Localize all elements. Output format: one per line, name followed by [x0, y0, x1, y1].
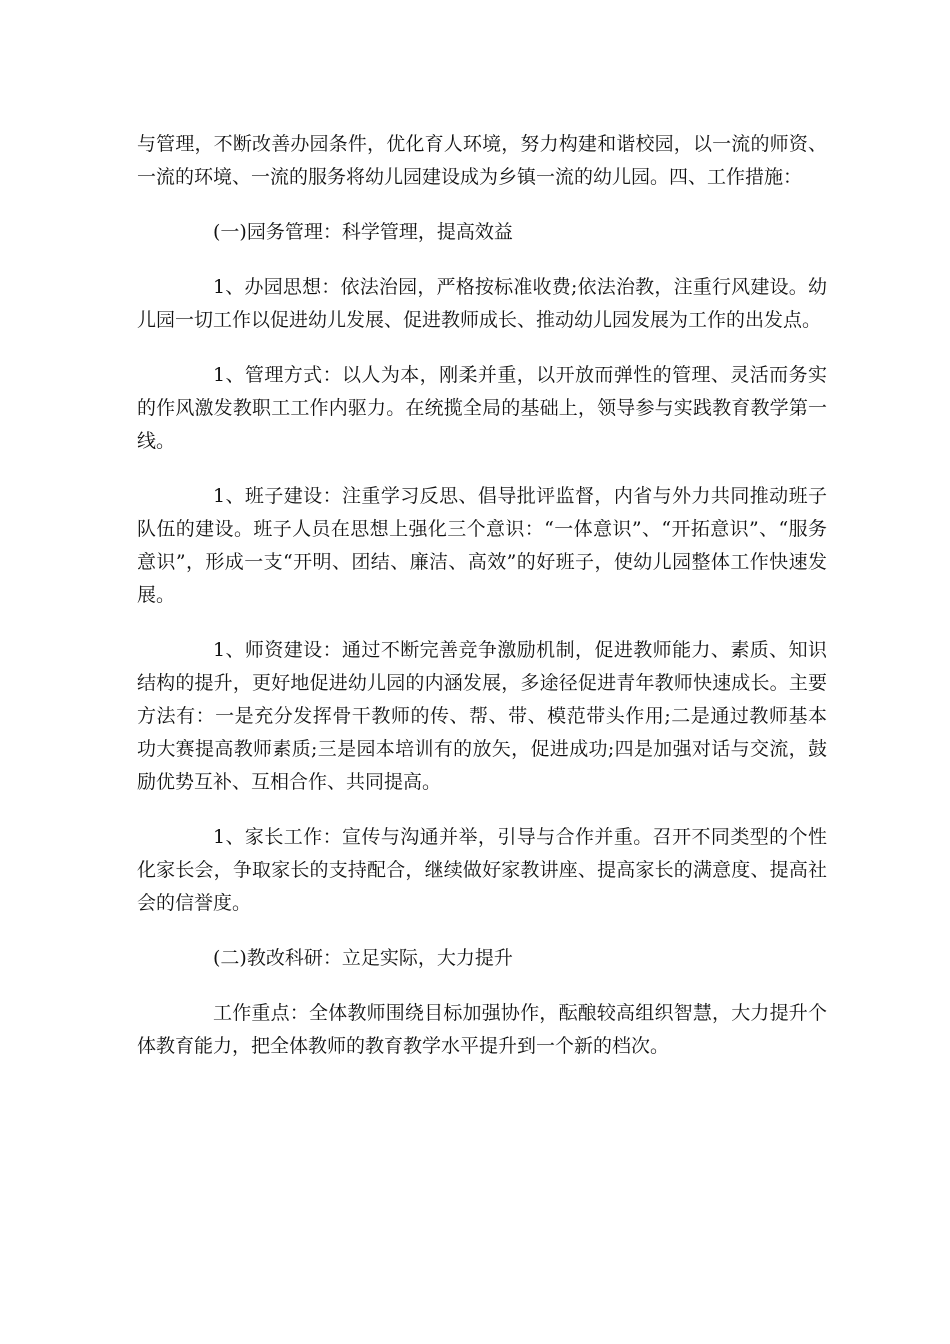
section-heading-garden-management: (一)园务管理：科学管理，提高效益 — [213, 221, 513, 243]
paragraph-management-style: 1、管理方式：以人为本，刚柔并重，以开放而弹性的管理、灵活而务实的作风激发教职工工作内驱力。在统揽全局的基础上，领导参与实践教育教学第一线。 — [137, 364, 827, 452]
paragraph-school-philosophy: 1、办园思想：依法治园，严格按标准收费;依法治教，注重行风建设。幼儿园一切工作以促进幼儿发展、促进教师成长、推动幼儿园发展为工作的出发点。 — [137, 276, 827, 331]
paragraph-parent-work: 1、家长工作：宣传与沟通并举，引导与合作并重。召开不同类型的个性化家长会，争取家长的支持配合，继续做好家教讲座、提高家长的满意度、提高社会的信誉度。 — [137, 826, 827, 914]
paragraph-leadership-building: 1、班子建设：注重学习反思、倡导批评监督，内省与外力共同推动班子队伍的建设。班子人员在思想上强化三个意识：“一体意识”、“开拓意识”、“服务意识”，形成一支“开明、团结、廉洁、高效”的好班子，使幼儿园整体工作快速发展。 — [137, 485, 827, 606]
paragraph-work-focus: 工作重点：全体教师围绕目标加强协作，酝酿较高组织智慧，大力提升个体教育能力，把全体教师的教育教学水平提升到一个新的档次。 — [137, 1002, 827, 1057]
paragraph-intro: 与管理，不断改善办园条件，优化育人环境，努力构建和谐校园，以一流的师资、一流的环境、一流的服务将幼儿园建设成为乡镇一流的幼儿园。四、工作措施： — [137, 133, 827, 188]
document-body — [137, 128, 827, 1085]
section-heading-teaching-research: (二)教改科研：立足实际，大力提升 — [213, 947, 513, 969]
paragraph-teacher-development: 1、师资建设：通过不断完善竞争激励机制，促进教师能力、素质、知识结构的提升，更好地促进幼儿园的内涵发展，多途径促进青年教师快速成长。主要方法有：一是充分发挥骨干教师的传、帮、带、模范带头作用;二是通过教师基本功大赛提高教师素质;三是园本培训有的放矢，促进成功;四是加强对话与交流，鼓励优势互补、互相合作、共同提高。 — [137, 639, 827, 793]
